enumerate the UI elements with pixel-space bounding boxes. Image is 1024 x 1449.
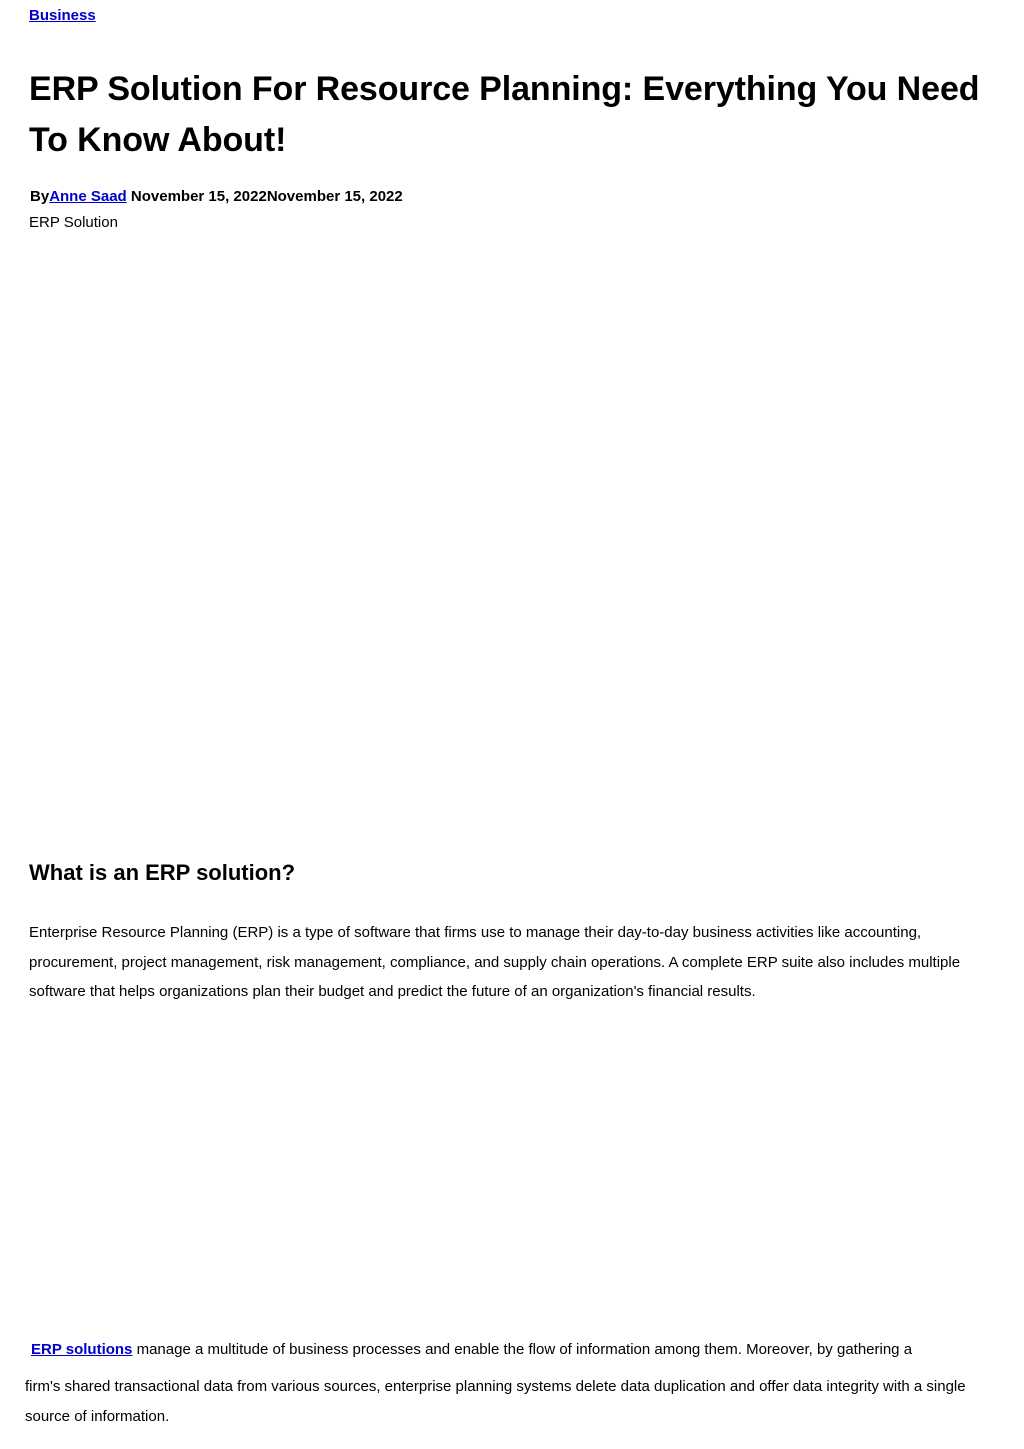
published-date: November 15, 2022	[130, 188, 267, 205]
erp-solutions-link[interactable]: ERP solutions	[31, 1341, 133, 1358]
post-tag: ERP Solution	[29, 214, 118, 231]
paragraph-erp-definition: Enterprise Resource Planning (ERP) is a type of software that firms use to manage their day-to-day business activities like accounting, procurement, project management, risk management, compliance, and supply chain operations. A complete ERP suite also includes multiple software that helps organizations plan their budget and predict the future of an organization's financial results.	[29, 924, 961, 1000]
byline-prefix: By	[30, 188, 50, 205]
paragraph-erp-solutions-first-line-text: manage a multitude of business processes and enable the flow of information among them. Moreover, by gathering a	[136, 1341, 913, 1358]
featured-image-placeholder	[29, 250, 969, 830]
paragraph-erp-solutions-continued: firm's shared transactional data from various sources, enterprise planning systems delete data duplication and offer data integrity with a single source of information.	[25, 1378, 966, 1425]
inline-image-placeholder	[29, 1030, 969, 1310]
updated-date: November 15, 2022	[266, 188, 403, 205]
byline	[30, 188, 403, 206]
section-heading: What is an ERP solution?	[29, 860, 296, 885]
author-link[interactable]: Anne Saad	[49, 188, 127, 205]
paragraph-erp-solutions-first-line	[31, 1340, 912, 1360]
page-title: ERP Solution For Resource Planning: Everything You Need To Know About!	[29, 70, 980, 159]
category-link-business[interactable]: Business	[29, 7, 96, 24]
